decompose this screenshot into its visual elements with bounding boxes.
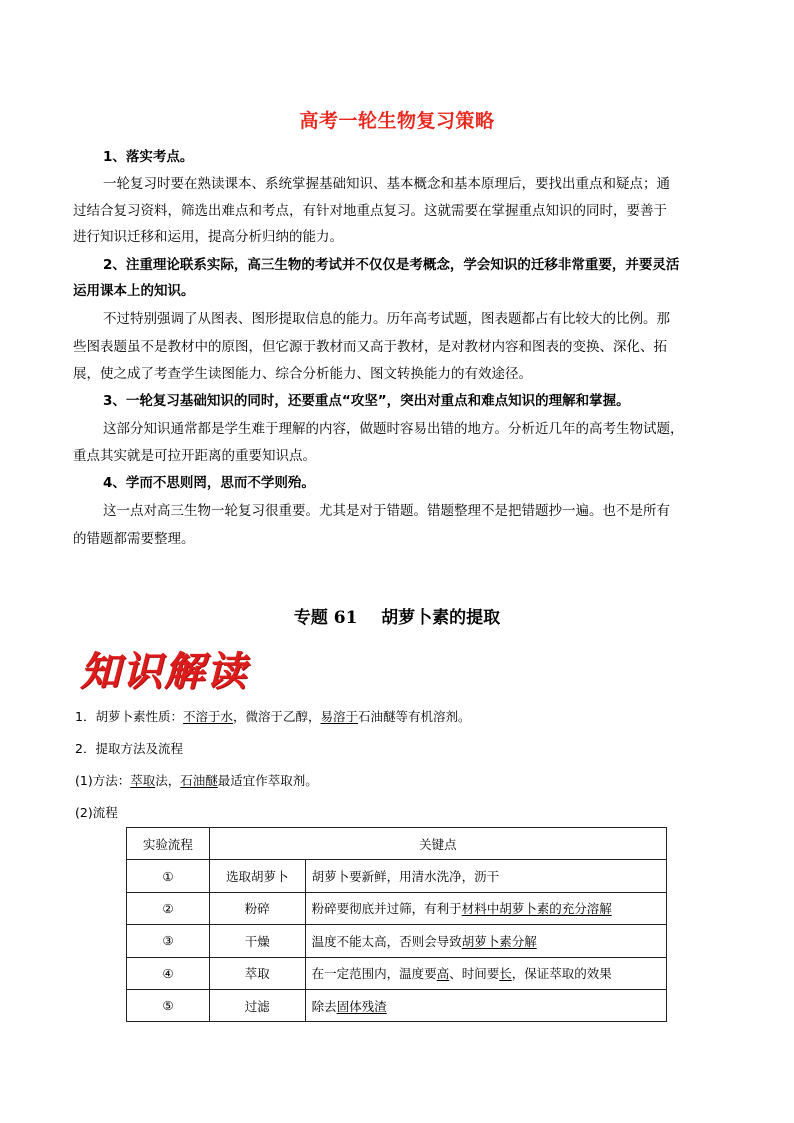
table-header-row [127,828,667,860]
strategy-1-paragraph-line: 过结合复习资料，筛选出难点和考点，有针对地重点复习。这就需要在掌握重点知识的同时，要善于 [73,203,667,219]
keypoint-underline: 长 [499,966,512,982]
strategy-1-paragraph-line: 进行知识迁移和运用，提高分析归纳的能力。 [73,229,343,245]
strategy-4-paragraph-line: 这一点对高三生物一轮复习很重要。尤其是对于错题。错题整理不是把错题抄一遍。也不是所有 [103,503,670,519]
strategy-2-heading-cont: 运用课本上的知识。 [73,283,195,299]
header-step: 实验流程 [127,828,210,860]
property-underline-insoluble: 不溶于水 [182,709,233,724]
strategy-3-paragraph-line: 这部分知识通常都是学生难于理解的内容，做题时容易出错的地方。分析近几年的高考生物试题， [103,421,684,437]
keypoint-text: 、时间要 [449,966,500,982]
property-mid: ，微溶于乙醇， [232,709,321,724]
table-row [127,989,667,1021]
method-underline-solvent: 石油醚 [180,773,218,788]
strategy-3-heading: 3、一轮复习基础知识的同时，还要重点“攻坚”，突出对重点和难点知识的理解和掌握。 [103,393,630,409]
row-step: 粉碎 [209,892,305,924]
flow-heading: (2)流程 [75,805,118,820]
row-step: 过滤 [209,989,305,1021]
property-prefix: 1．胡萝卜素性质： [75,709,183,724]
method-prefix: (1)方法： [75,773,131,788]
strategy-2-heading: 2、注重理论联系实际，高三生物的考试并不仅仅是考概念，学会知识的迁移非常重要，并要灵活 [103,257,680,273]
topic-title: 专题 61 胡萝卜素的提取 [293,608,501,628]
method-heading: 2．提取方法及流程 [75,741,183,756]
property-suffix: 石油醚等有机溶剂。 [358,709,471,724]
keypoint-underline: 高 [436,966,450,982]
table-row [127,925,667,957]
row-number: ③ [127,925,210,957]
row-keypoint [305,957,666,989]
strategy-2-paragraph-line: 展，使之成了考查学生读图能力、综合分析能力、图文转换能力的有效途径。 [73,366,532,382]
keypoint-text: 粉碎要彻底并过筛，有利于 [311,901,462,917]
strategy-1-paragraph-line: 一轮复习时要在熟读课本、系统掌握基础知识、基本概念和基本原理后，要找出重点和疑点；通 [103,176,670,192]
row-step: 萃取 [209,957,305,989]
strategy-1-heading: 1、落实考点。 [103,149,194,165]
property-line [75,707,471,725]
method-line [75,771,318,789]
row-keypoint [305,925,666,957]
strategy-2-paragraph-line: 不过特别强调了从图表、图形提取信息的能力。历年高考试题，图表题都占有比较大的比例。那 [103,311,670,327]
keypoint-text: ，保证萃取的效果 [511,966,612,982]
method-mid: 法， [155,773,181,788]
strategy-4-paragraph-line: 的错题都需要整理。 [73,531,195,547]
row-step: 选取胡萝卜 [209,860,305,892]
row-step: 干燥 [209,925,305,957]
method-underline-extraction: 萃取 [130,773,156,788]
row-number: ⑤ [127,989,210,1021]
keypoint-text: 除去 [311,998,337,1014]
row-keypoint [305,860,666,892]
strategy-4-heading: 4、学而不思则罔，思而不学则殆。 [103,475,315,491]
keypoint-underline: 固体残渣 [336,998,387,1014]
table-row [127,892,667,924]
row-number: ① [127,860,210,892]
flow-table [126,827,667,1022]
strategy-3-paragraph-line: 重点其实就是可拉开距离的重要知识点。 [73,448,316,464]
row-number: ④ [127,957,210,989]
header-keypoint: 关键点 [209,828,666,860]
table-row [127,860,667,892]
keypoint-text: 在一定范围内，温度要 [311,966,437,982]
table-row [127,957,667,989]
row-keypoint [305,892,666,924]
keypoint-underline: 胡萝卜素分解 [461,933,537,949]
keypoint-underline: 材料中胡萝卜素的充分溶解 [461,901,612,917]
row-number: ② [127,892,210,924]
row-keypoint [305,989,666,1021]
keypoint-text: 温度不能太高，否则会导致 [311,933,462,949]
strategy-2-paragraph-line: 些图表题虽不是教材中的原图，但它源于教材而又高于教材，是对教材内容和图表的变换、深化、拓 [73,339,667,355]
property-underline-soluble: 易溶于 [320,709,359,724]
keypoint-text: 胡萝卜要新鲜，用清水洗净，沥干 [311,869,500,885]
knowledge-banner: 知识解读 [80,649,248,695]
method-suffix: 最适宜作萃取剂。 [217,773,318,788]
page-title: 高考一轮生物复习策略 [299,110,495,132]
